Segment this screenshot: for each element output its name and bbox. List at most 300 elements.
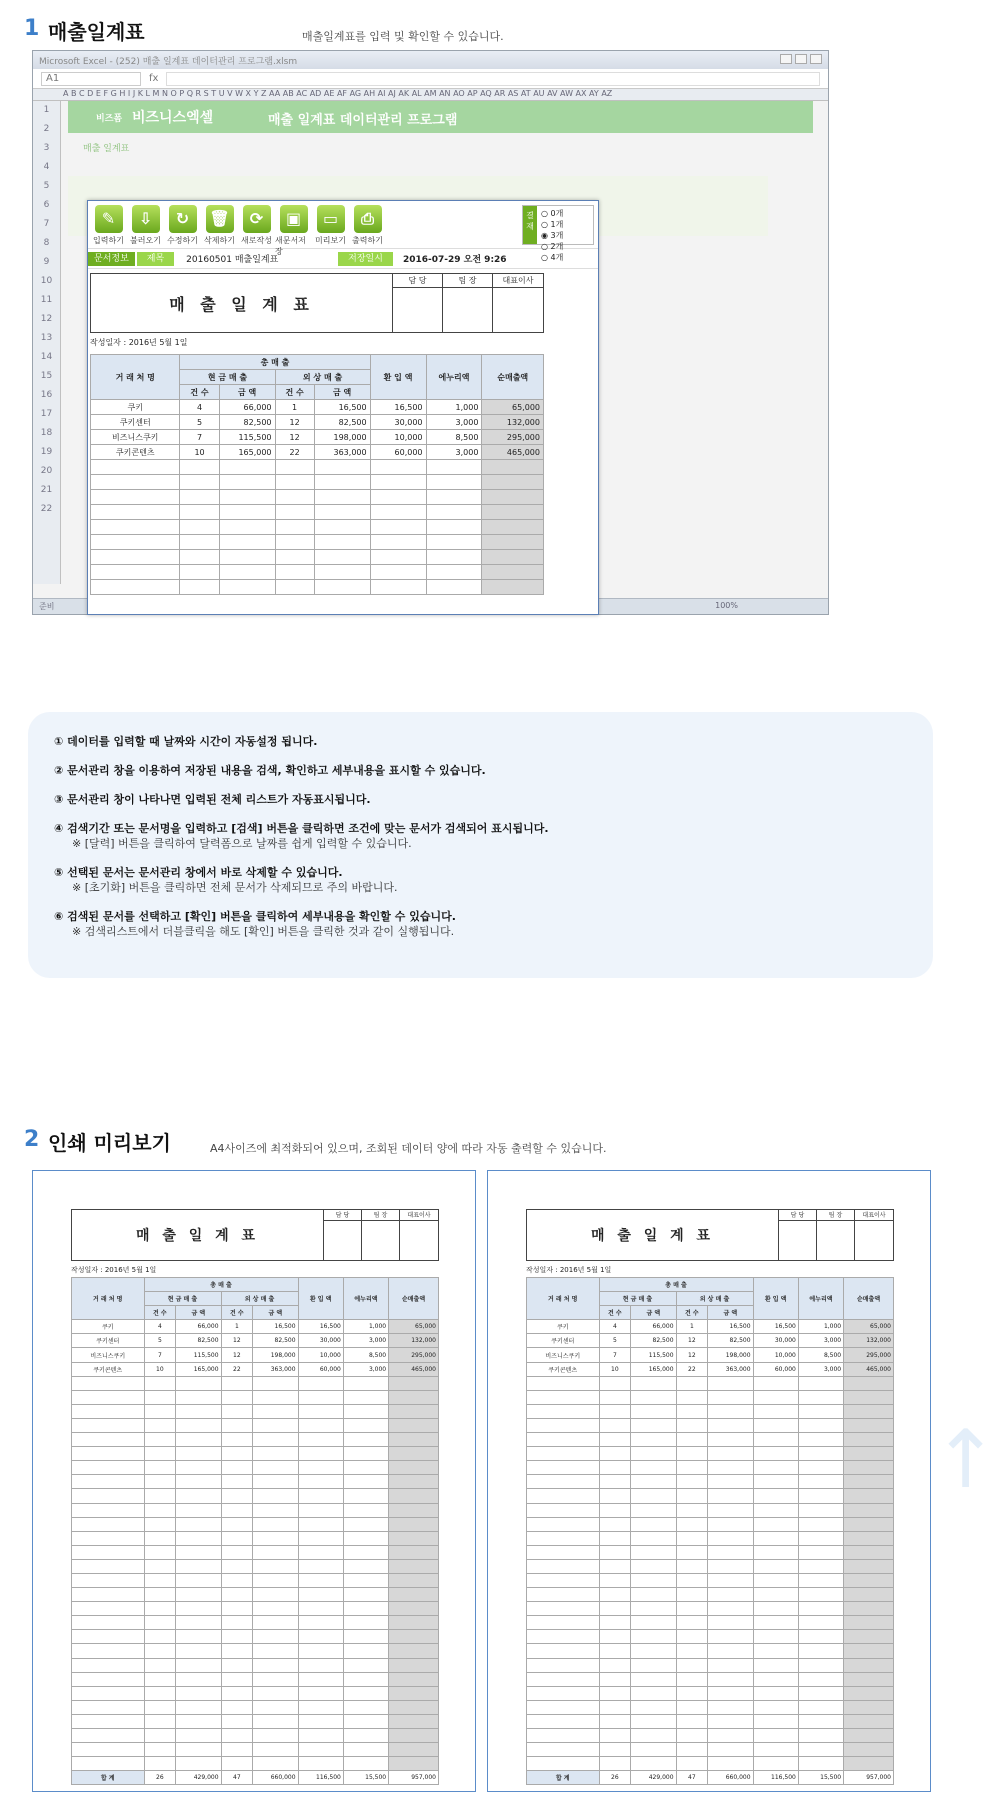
empty-cell[interactable] — [72, 1729, 145, 1743]
empty-cell[interactable] — [253, 1531, 298, 1545]
empty-cell[interactable] — [708, 1658, 753, 1672]
empty-cell[interactable] — [144, 1616, 176, 1630]
empty-cell[interactable] — [180, 460, 219, 475]
empty-cell[interactable] — [370, 580, 426, 595]
empty-cell[interactable] — [798, 1433, 843, 1447]
empty-cell[interactable] — [298, 1376, 343, 1390]
empty-cell[interactable] — [708, 1672, 753, 1686]
table-cell[interactable]: 7 — [599, 1348, 631, 1362]
empty-cell[interactable] — [72, 1390, 145, 1404]
empty-cell[interactable] — [253, 1404, 298, 1418]
empty-cell[interactable] — [753, 1588, 798, 1602]
empty-cell[interactable] — [389, 1433, 439, 1447]
empty-cell[interactable] — [176, 1714, 221, 1728]
empty-cell[interactable] — [676, 1588, 708, 1602]
empty-cell[interactable] — [180, 505, 219, 520]
table-cell[interactable]: 65,000 — [482, 400, 544, 415]
empty-cell[interactable] — [527, 1503, 600, 1517]
empty-cell[interactable] — [676, 1447, 708, 1461]
empty-cell[interactable] — [180, 490, 219, 505]
empty-cell[interactable] — [72, 1433, 145, 1447]
empty-cell[interactable] — [844, 1475, 894, 1489]
empty-cell[interactable] — [708, 1573, 753, 1587]
empty-cell[interactable] — [599, 1390, 631, 1404]
empty-cell[interactable] — [527, 1447, 600, 1461]
empty-cell[interactable] — [676, 1644, 708, 1658]
empty-cell[interactable] — [676, 1489, 708, 1503]
empty-cell[interactable] — [599, 1475, 631, 1489]
empty-cell[interactable] — [482, 565, 544, 580]
empty-cell[interactable] — [599, 1461, 631, 1475]
table-cell[interactable]: 쿠키콘텐츠 — [527, 1362, 600, 1376]
empty-cell[interactable] — [144, 1630, 176, 1644]
row-header[interactable]: 1 — [43, 105, 50, 115]
empty-cell[interactable] — [389, 1686, 439, 1700]
empty-cell[interactable] — [527, 1573, 600, 1587]
empty-cell[interactable] — [221, 1390, 253, 1404]
empty-cell[interactable] — [176, 1573, 221, 1587]
empty-cell[interactable] — [298, 1658, 343, 1672]
empty-cell[interactable] — [343, 1404, 388, 1418]
empty-cell[interactable] — [221, 1404, 253, 1418]
empty-cell[interactable] — [343, 1461, 388, 1475]
empty-cell[interactable] — [72, 1686, 145, 1700]
table-cell[interactable]: 60,000 — [370, 445, 426, 460]
empty-cell[interactable] — [343, 1447, 388, 1461]
empty-cell[interactable] — [370, 475, 426, 490]
empty-cell[interactable] — [844, 1404, 894, 1418]
empty-cell[interactable] — [389, 1588, 439, 1602]
table-cell[interactable]: 198,000 — [314, 430, 370, 445]
row-header[interactable]: 17 — [40, 409, 53, 419]
empty-cell[interactable] — [527, 1418, 600, 1432]
empty-cell[interactable] — [180, 565, 219, 580]
empty-cell[interactable] — [72, 1461, 145, 1475]
empty-cell[interactable] — [708, 1461, 753, 1475]
empty-cell[interactable] — [631, 1658, 676, 1672]
empty-cell[interactable] — [631, 1418, 676, 1432]
empty-cell[interactable] — [426, 475, 482, 490]
empty-cell[interactable] — [389, 1672, 439, 1686]
empty-cell[interactable] — [631, 1743, 676, 1757]
empty-cell[interactable] — [753, 1489, 798, 1503]
empty-cell[interactable] — [389, 1573, 439, 1587]
empty-cell[interactable] — [676, 1475, 708, 1489]
empty-cell[interactable] — [253, 1658, 298, 1672]
empty-cell[interactable] — [298, 1602, 343, 1616]
empty-cell[interactable] — [482, 505, 544, 520]
table-cell[interactable]: 4 — [180, 400, 219, 415]
table-cell[interactable]: 82,500 — [219, 415, 275, 430]
empty-cell[interactable] — [144, 1503, 176, 1517]
empty-cell[interactable] — [631, 1729, 676, 1743]
empty-cell[interactable] — [72, 1531, 145, 1545]
empty-cell[interactable] — [753, 1545, 798, 1559]
empty-cell[interactable] — [631, 1489, 676, 1503]
table-cell[interactable]: 60,000 — [753, 1362, 798, 1376]
empty-cell[interactable] — [798, 1729, 843, 1743]
empty-cell[interactable] — [676, 1433, 708, 1447]
table-cell[interactable]: 3,000 — [798, 1334, 843, 1348]
empty-cell[interactable] — [798, 1475, 843, 1489]
empty-cell[interactable] — [176, 1686, 221, 1700]
empty-cell[interactable] — [599, 1545, 631, 1559]
table-cell[interactable]: 16,500 — [708, 1320, 753, 1334]
empty-cell[interactable] — [370, 565, 426, 580]
empty-cell[interactable] — [343, 1672, 388, 1686]
empty-cell[interactable] — [343, 1729, 388, 1743]
empty-cell[interactable] — [176, 1588, 221, 1602]
empty-cell[interactable] — [298, 1743, 343, 1757]
table-cell[interactable]: 16,500 — [253, 1320, 298, 1334]
table-cell[interactable]: 22 — [676, 1362, 708, 1376]
table-cell[interactable]: 198,000 — [253, 1348, 298, 1362]
table-cell[interactable]: 165,000 — [219, 445, 275, 460]
row-header[interactable]: 13 — [40, 333, 53, 343]
empty-cell[interactable] — [221, 1729, 253, 1743]
table-cell[interactable]: 10,000 — [370, 430, 426, 445]
empty-cell[interactable] — [631, 1503, 676, 1517]
empty-cell[interactable] — [253, 1573, 298, 1587]
empty-cell[interactable] — [426, 550, 482, 565]
empty-cell[interactable] — [370, 490, 426, 505]
empty-cell[interactable] — [219, 460, 275, 475]
table-cell[interactable]: 쿠키콘텐츠 — [72, 1362, 145, 1376]
empty-cell[interactable] — [253, 1376, 298, 1390]
empty-cell[interactable] — [631, 1616, 676, 1630]
empty-cell[interactable] — [389, 1700, 439, 1714]
empty-cell[interactable] — [389, 1545, 439, 1559]
empty-cell[interactable] — [144, 1418, 176, 1432]
empty-cell[interactable] — [253, 1475, 298, 1489]
table-cell[interactable]: 10,000 — [298, 1348, 343, 1362]
table-cell[interactable]: 465,000 — [844, 1362, 894, 1376]
empty-cell[interactable] — [343, 1602, 388, 1616]
empty-cell[interactable] — [72, 1588, 145, 1602]
empty-cell[interactable] — [631, 1475, 676, 1489]
empty-cell[interactable] — [253, 1700, 298, 1714]
empty-cell[interactable] — [72, 1630, 145, 1644]
row-header[interactable]: 20 — [40, 466, 53, 476]
empty-cell[interactable] — [298, 1531, 343, 1545]
empty-cell[interactable] — [389, 1418, 439, 1432]
empty-cell[interactable] — [798, 1588, 843, 1602]
empty-cell[interactable] — [91, 535, 180, 550]
close-button[interactable] — [810, 54, 822, 64]
empty-cell[interactable] — [389, 1644, 439, 1658]
empty-cell[interactable] — [676, 1531, 708, 1545]
empty-cell[interactable] — [253, 1517, 298, 1531]
empty-cell[interactable] — [676, 1376, 708, 1390]
empty-cell[interactable] — [253, 1616, 298, 1630]
empty-cell[interactable] — [221, 1573, 253, 1587]
empty-cell[interactable] — [298, 1714, 343, 1728]
empty-cell[interactable] — [844, 1658, 894, 1672]
table-cell[interactable]: 82,500 — [631, 1334, 676, 1348]
empty-cell[interactable] — [91, 475, 180, 490]
empty-cell[interactable] — [221, 1531, 253, 1545]
empty-cell[interactable] — [343, 1418, 388, 1432]
empty-cell[interactable] — [221, 1517, 253, 1531]
empty-cell[interactable] — [798, 1686, 843, 1700]
empty-cell[interactable] — [298, 1757, 343, 1771]
empty-cell[interactable] — [343, 1700, 388, 1714]
empty-cell[interactable] — [676, 1418, 708, 1432]
empty-cell[interactable] — [676, 1390, 708, 1404]
empty-cell[interactable] — [798, 1461, 843, 1475]
table-cell[interactable]: 10,000 — [753, 1348, 798, 1362]
empty-cell[interactable] — [144, 1700, 176, 1714]
table-cell[interactable]: 쿠키센터 — [527, 1334, 600, 1348]
empty-cell[interactable] — [844, 1390, 894, 1404]
empty-cell[interactable] — [275, 505, 314, 520]
row-header[interactable]: 5 — [43, 181, 50, 191]
empty-cell[interactable] — [253, 1743, 298, 1757]
table-cell[interactable]: 1 — [275, 400, 314, 415]
empty-cell[interactable] — [275, 475, 314, 490]
empty-cell[interactable] — [176, 1672, 221, 1686]
empty-cell[interactable] — [708, 1700, 753, 1714]
empty-cell[interactable] — [708, 1630, 753, 1644]
empty-cell[interactable] — [798, 1630, 843, 1644]
empty-cell[interactable] — [844, 1418, 894, 1432]
table-cell[interactable]: 132,000 — [844, 1334, 894, 1348]
empty-cell[interactable] — [343, 1644, 388, 1658]
empty-cell[interactable] — [599, 1743, 631, 1757]
empty-cell[interactable] — [253, 1686, 298, 1700]
empty-cell[interactable] — [676, 1700, 708, 1714]
empty-cell[interactable] — [176, 1433, 221, 1447]
empty-cell[interactable] — [370, 505, 426, 520]
empty-cell[interactable] — [676, 1517, 708, 1531]
empty-cell[interactable] — [180, 580, 219, 595]
empty-cell[interactable] — [599, 1418, 631, 1432]
empty-cell[interactable] — [144, 1531, 176, 1545]
empty-cell[interactable] — [599, 1714, 631, 1728]
row-header[interactable]: 14 — [40, 352, 53, 362]
table-cell[interactable]: 16,500 — [298, 1320, 343, 1334]
empty-cell[interactable] — [753, 1672, 798, 1686]
empty-cell[interactable] — [708, 1545, 753, 1559]
empty-cell[interactable] — [708, 1390, 753, 1404]
table-cell[interactable]: 82,500 — [708, 1334, 753, 1348]
empty-cell[interactable] — [221, 1714, 253, 1728]
empty-cell[interactable] — [72, 1700, 145, 1714]
empty-cell[interactable] — [599, 1757, 631, 1771]
empty-cell[interactable] — [599, 1447, 631, 1461]
empty-cell[interactable] — [221, 1658, 253, 1672]
empty-cell[interactable] — [221, 1447, 253, 1461]
row-header[interactable]: 8 — [43, 238, 50, 248]
empty-cell[interactable] — [219, 550, 275, 565]
empty-cell[interactable] — [676, 1503, 708, 1517]
table-cell[interactable]: 66,000 — [176, 1320, 221, 1334]
empty-cell[interactable] — [482, 580, 544, 595]
empty-cell[interactable] — [844, 1461, 894, 1475]
empty-cell[interactable] — [221, 1630, 253, 1644]
empty-cell[interactable] — [91, 520, 180, 535]
radio-option-1[interactable]: ○ 1개 — [541, 220, 564, 229]
empty-cell[interactable] — [844, 1743, 894, 1757]
empty-cell[interactable] — [798, 1390, 843, 1404]
empty-cell[interactable] — [221, 1475, 253, 1489]
empty-cell[interactable] — [798, 1644, 843, 1658]
empty-cell[interactable] — [676, 1672, 708, 1686]
table-cell[interactable]: 7 — [180, 430, 219, 445]
empty-cell[interactable] — [798, 1517, 843, 1531]
empty-cell[interactable] — [253, 1447, 298, 1461]
table-cell[interactable]: 3,000 — [343, 1362, 388, 1376]
radio-option-2[interactable]: ◉ 3개 — [541, 231, 564, 240]
empty-cell[interactable] — [370, 550, 426, 565]
empty-cell[interactable] — [844, 1559, 894, 1573]
empty-cell[interactable] — [708, 1602, 753, 1616]
table-cell[interactable]: 3,000 — [343, 1334, 388, 1348]
empty-cell[interactable] — [298, 1573, 343, 1587]
empty-cell[interactable] — [844, 1630, 894, 1644]
empty-cell[interactable] — [753, 1376, 798, 1390]
empty-cell[interactable] — [72, 1616, 145, 1630]
empty-cell[interactable] — [91, 580, 180, 595]
empty-cell[interactable] — [708, 1404, 753, 1418]
empty-cell[interactable] — [527, 1658, 600, 1672]
toolbar-button-1[interactable] — [127, 205, 164, 244]
empty-cell[interactable] — [389, 1714, 439, 1728]
empty-cell[interactable] — [527, 1433, 600, 1447]
table-cell[interactable]: 쿠키 — [527, 1320, 600, 1334]
empty-cell[interactable] — [221, 1644, 253, 1658]
empty-cell[interactable] — [527, 1390, 600, 1404]
table-cell[interactable]: 66,000 — [219, 400, 275, 415]
empty-cell[interactable] — [844, 1376, 894, 1390]
empty-cell[interactable] — [631, 1559, 676, 1573]
empty-cell[interactable] — [275, 535, 314, 550]
empty-cell[interactable] — [798, 1616, 843, 1630]
table-cell[interactable]: 쿠키콘텐츠 — [91, 445, 180, 460]
empty-cell[interactable] — [314, 475, 370, 490]
empty-cell[interactable] — [144, 1729, 176, 1743]
empty-cell[interactable] — [314, 565, 370, 580]
table-cell[interactable]: 1 — [221, 1320, 253, 1334]
empty-cell[interactable] — [180, 535, 219, 550]
empty-cell[interactable] — [527, 1602, 600, 1616]
empty-cell[interactable] — [298, 1503, 343, 1517]
empty-cell[interactable] — [753, 1517, 798, 1531]
toolbar-button-3[interactable] — [201, 205, 238, 244]
empty-cell[interactable] — [426, 460, 482, 475]
empty-cell[interactable] — [219, 490, 275, 505]
empty-cell[interactable] — [631, 1630, 676, 1644]
row-header[interactable]: 21 — [40, 485, 53, 495]
table-cell[interactable]: 132,000 — [482, 415, 544, 430]
empty-cell[interactable] — [631, 1644, 676, 1658]
row-header[interactable]: 2 — [43, 124, 50, 134]
empty-cell[interactable] — [91, 460, 180, 475]
empty-cell[interactable] — [298, 1447, 343, 1461]
empty-cell[interactable] — [599, 1729, 631, 1743]
table-cell[interactable]: 1,000 — [343, 1320, 388, 1334]
empty-cell[interactable] — [298, 1644, 343, 1658]
empty-cell[interactable] — [631, 1686, 676, 1700]
empty-cell[interactable] — [753, 1757, 798, 1771]
empty-cell[interactable] — [275, 550, 314, 565]
empty-cell[interactable] — [753, 1686, 798, 1700]
empty-cell[interactable] — [91, 505, 180, 520]
empty-cell[interactable] — [370, 520, 426, 535]
empty-cell[interactable] — [343, 1757, 388, 1771]
empty-cell[interactable] — [343, 1390, 388, 1404]
empty-cell[interactable] — [631, 1433, 676, 1447]
empty-cell[interactable] — [389, 1602, 439, 1616]
empty-cell[interactable] — [753, 1729, 798, 1743]
empty-cell[interactable] — [176, 1489, 221, 1503]
table-cell[interactable]: 295,000 — [389, 1348, 439, 1362]
toolbar-button-2[interactable] — [164, 205, 201, 244]
empty-cell[interactable] — [219, 535, 275, 550]
empty-cell[interactable] — [298, 1461, 343, 1475]
table-cell[interactable]: 1,000 — [798, 1320, 843, 1334]
empty-cell[interactable] — [219, 505, 275, 520]
empty-cell[interactable] — [72, 1658, 145, 1672]
empty-cell[interactable] — [144, 1743, 176, 1757]
empty-cell[interactable] — [298, 1686, 343, 1700]
empty-cell[interactable] — [389, 1390, 439, 1404]
empty-cell[interactable] — [599, 1686, 631, 1700]
empty-cell[interactable] — [426, 565, 482, 580]
empty-cell[interactable] — [72, 1517, 145, 1531]
empty-cell[interactable] — [527, 1616, 600, 1630]
empty-cell[interactable] — [599, 1503, 631, 1517]
empty-cell[interactable] — [631, 1517, 676, 1531]
empty-cell[interactable] — [221, 1545, 253, 1559]
empty-cell[interactable] — [314, 460, 370, 475]
table-cell[interactable]: 363,000 — [253, 1362, 298, 1376]
empty-cell[interactable] — [314, 520, 370, 535]
empty-cell[interactable] — [676, 1757, 708, 1771]
empty-cell[interactable] — [144, 1588, 176, 1602]
empty-cell[interactable] — [708, 1475, 753, 1489]
empty-cell[interactable] — [176, 1559, 221, 1573]
table-cell[interactable]: 3,000 — [426, 445, 482, 460]
empty-cell[interactable] — [343, 1658, 388, 1672]
table-cell[interactable]: 1,000 — [426, 400, 482, 415]
empty-cell[interactable] — [144, 1376, 176, 1390]
empty-cell[interactable] — [844, 1714, 894, 1728]
empty-cell[interactable] — [599, 1573, 631, 1587]
empty-cell[interactable] — [631, 1390, 676, 1404]
empty-cell[interactable] — [389, 1404, 439, 1418]
empty-cell[interactable] — [343, 1714, 388, 1728]
empty-cell[interactable] — [253, 1559, 298, 1573]
empty-cell[interactable] — [176, 1644, 221, 1658]
empty-cell[interactable] — [72, 1418, 145, 1432]
table-cell[interactable]: 5 — [144, 1334, 176, 1348]
empty-cell[interactable] — [599, 1559, 631, 1573]
empty-cell[interactable] — [844, 1757, 894, 1771]
empty-cell[interactable] — [176, 1376, 221, 1390]
table-cell[interactable]: 65,000 — [844, 1320, 894, 1334]
formula-input[interactable] — [166, 72, 820, 86]
row-header[interactable]: 15 — [40, 371, 53, 381]
empty-cell[interactable] — [176, 1630, 221, 1644]
empty-cell[interactable] — [72, 1475, 145, 1489]
empty-cell[interactable] — [708, 1743, 753, 1757]
empty-cell[interactable] — [708, 1559, 753, 1573]
table-cell[interactable]: 12 — [221, 1334, 253, 1348]
table-cell[interactable]: 30,000 — [753, 1334, 798, 1348]
empty-cell[interactable] — [144, 1602, 176, 1616]
empty-cell[interactable] — [527, 1489, 600, 1503]
